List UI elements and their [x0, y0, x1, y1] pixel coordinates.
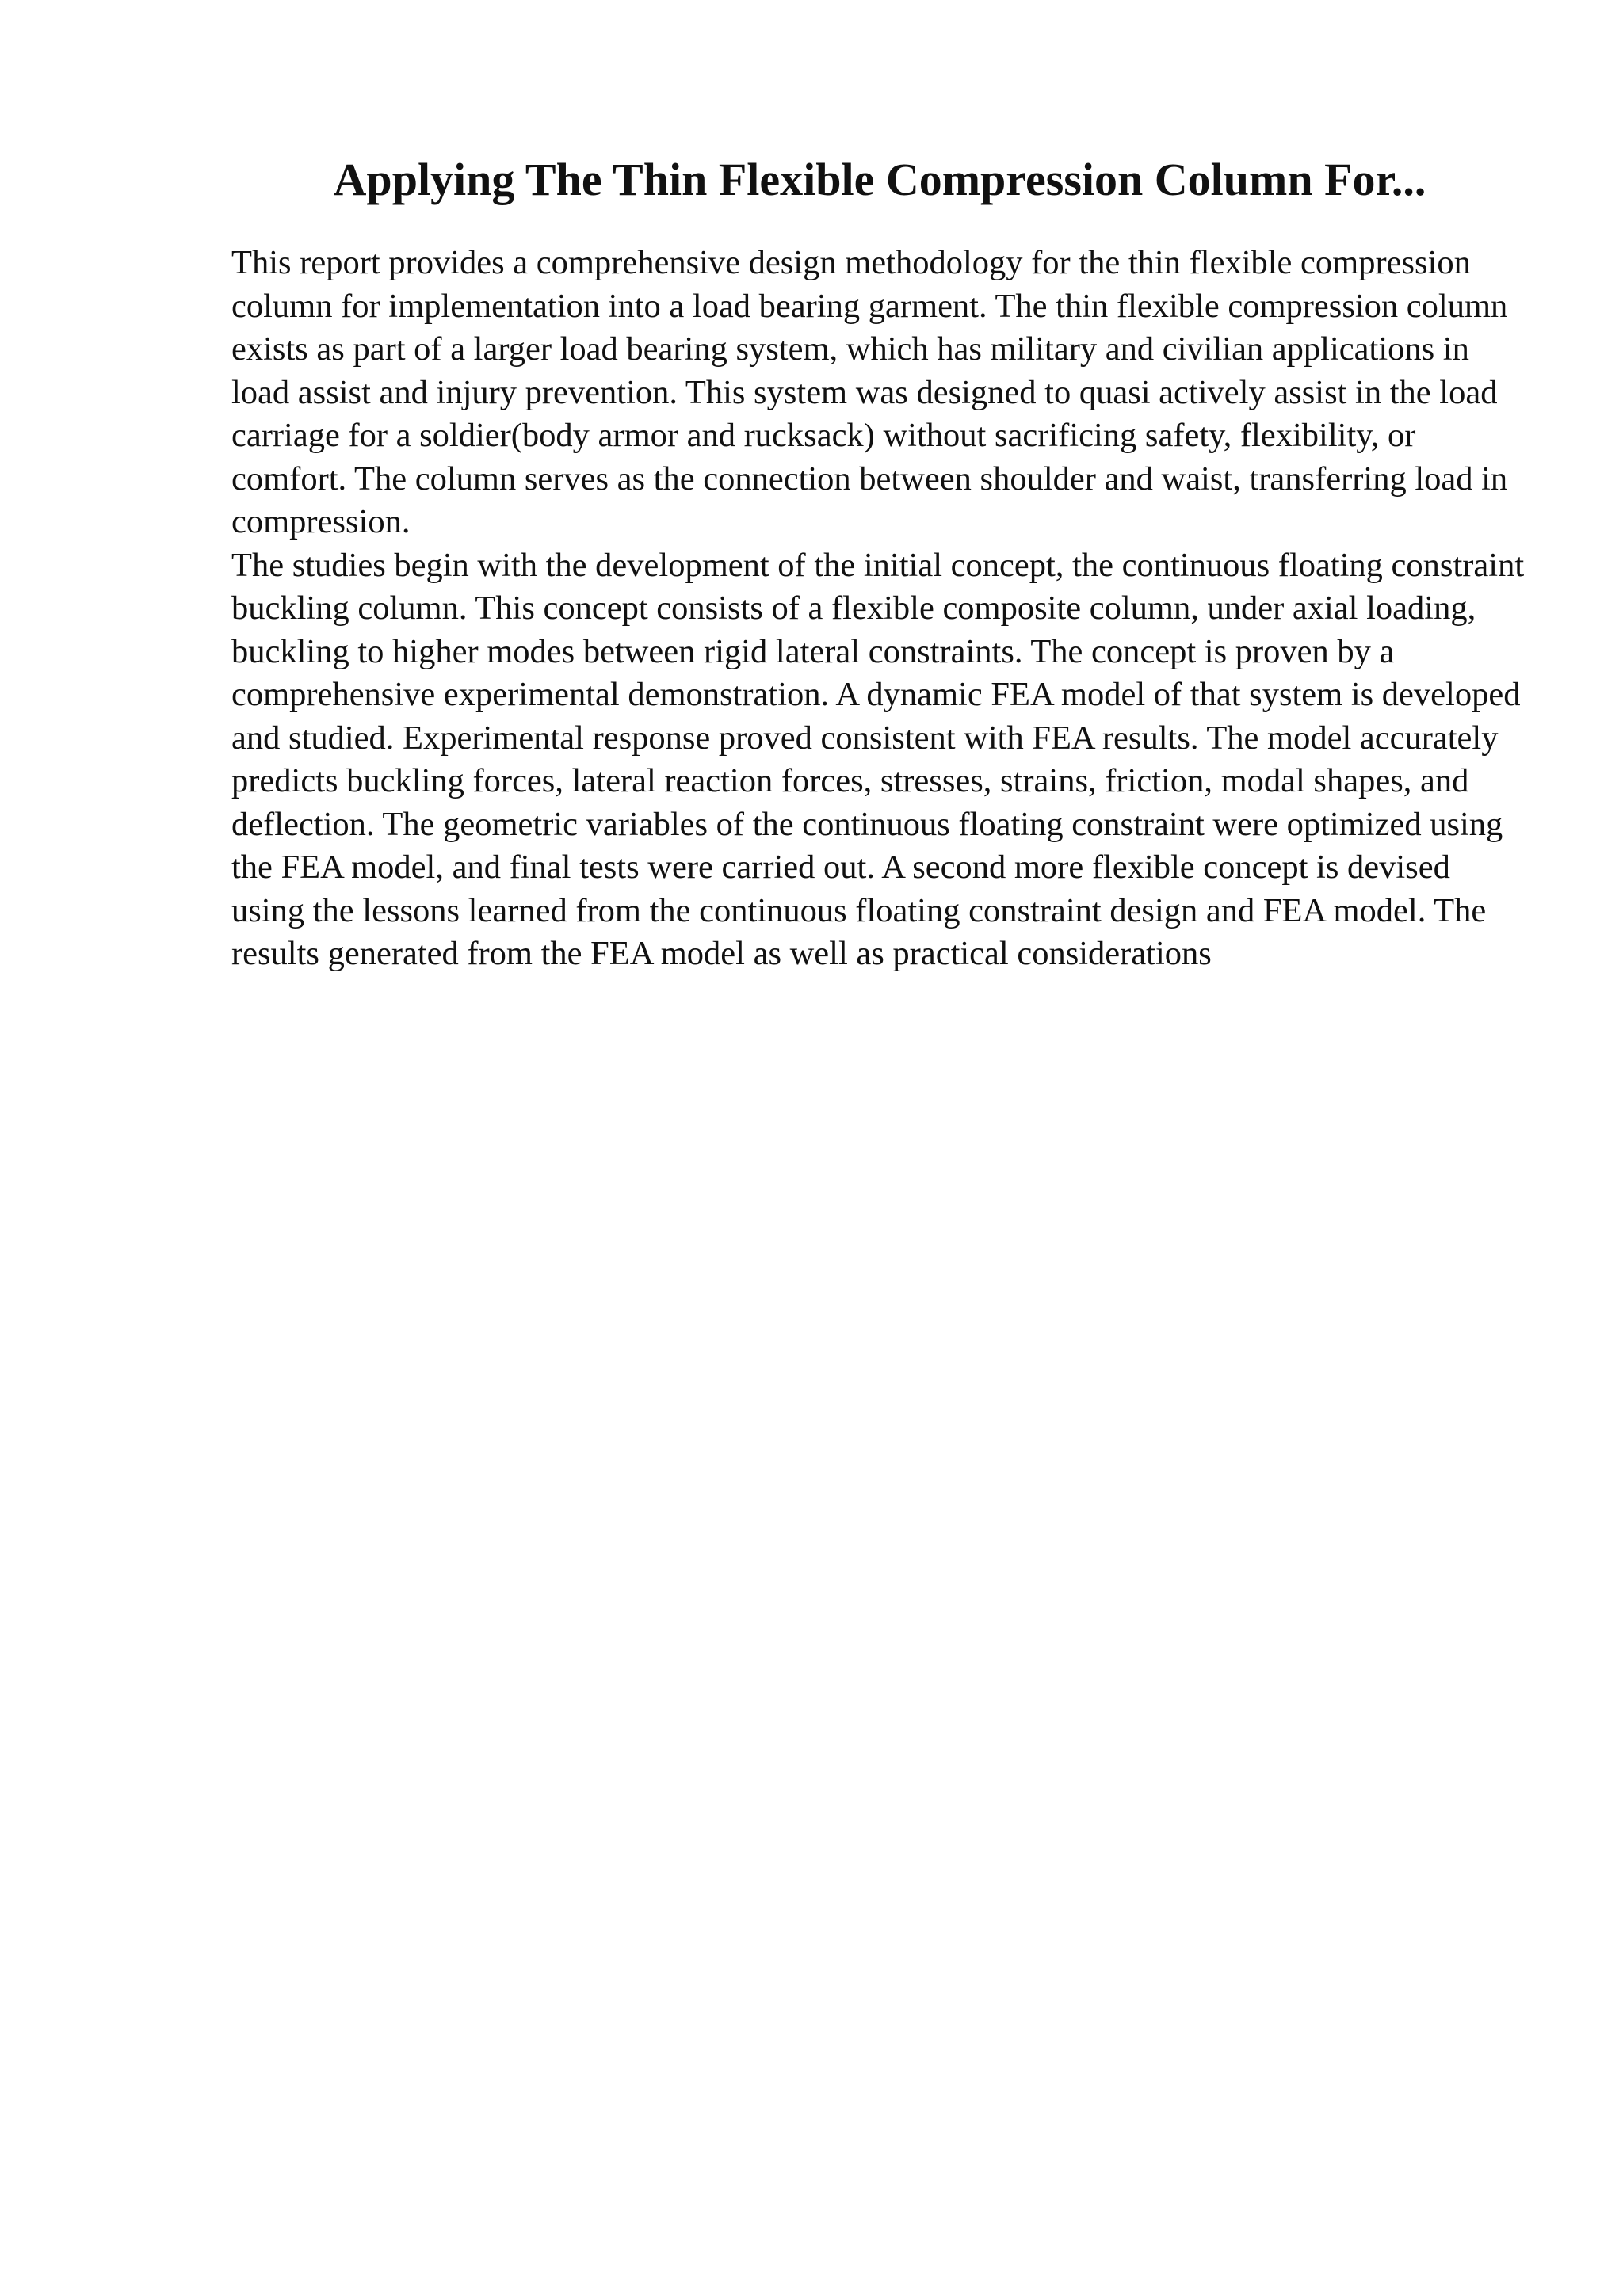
document-body: [231, 242, 1531, 976]
paragraph-2: The studies begin with the development of the initial concept, the continuous floating constraint buckling column. This concept consists of a flexible composite column, under axial loading, buckling to higher modes between rigid lateral constraints. The concept is proven by a comprehensive experimental demonstration. A dynamic FEA model of that system is developed and studied. Experimental response proved consistent with FEA results. The model accurately predicts buckling forces, lateral reaction forces, stresses, strains, friction, modal shapes, and deflection. The geometric variables of the continuous floating constraint were optimized using the FEA model, and final tests were carried out. A second more flexible concept is devised using the lessons learned from the continuous floating constraint design and FEA model. The results generated from the FEA model as well as practical considerations: [231, 546, 1525, 972]
document-title: Applying The Thin Flexible Compression Column For...: [333, 154, 1426, 205]
paragraph-1: This report provides a comprehensive design methodology for the thin flexible compression column for implementation into a load bearing garment. The thin flexible compression column exists as part of a larger load bearing system, which has military and civilian applications in load assist and injury prevention. This system was designed to quasi actively assist in the load carriage for a soldier(body armor and rucksack) without sacrificing safety, flexibility, or comfort. The column serves as the connection between shoulder and waist, transferring load in compression.: [231, 244, 1508, 540]
